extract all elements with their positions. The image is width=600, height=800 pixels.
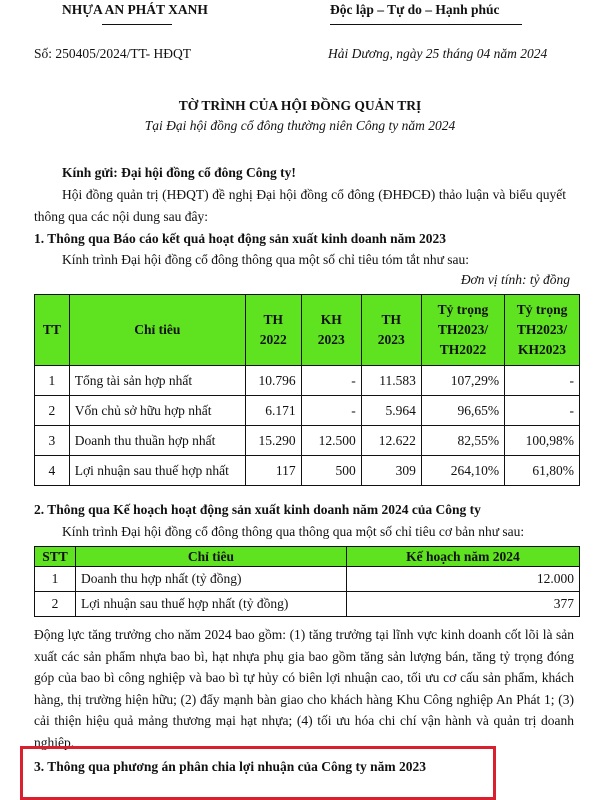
plan-table — [34, 546, 580, 617]
cell-chi-tieu: Vốn chủ sở hữu hợp nhất — [69, 396, 245, 426]
cell-tt: 4 — [35, 456, 70, 486]
motto: Độc lập – Tự do – Hạnh phúc — [330, 2, 500, 17]
col-kh2023: KH 2023 — [301, 295, 361, 366]
cell-th2022: 10.796 — [245, 366, 301, 396]
table-row — [35, 426, 580, 456]
cell-th2022: 15.290 — [245, 426, 301, 456]
unit-note: Đơn vị tính: tỷ đồng — [460, 272, 570, 287]
cell-ratio-th: 96,65% — [421, 396, 504, 426]
col-ke-hoach: Kế hoạch năm 2024 — [347, 547, 580, 567]
cell-th2022: 6.171 — [245, 396, 301, 426]
cell-chi-tieu: Doanh thu thuần hợp nhất — [69, 426, 245, 456]
cell-ratio-kh: 100,98% — [505, 426, 580, 456]
cell-kh2023: 500 — [301, 456, 361, 486]
table-row — [35, 592, 580, 617]
company-name: NHỰA AN PHÁT XANH — [62, 2, 208, 17]
section1-heading: 1. Thông qua Báo cáo kết quả hoạt động sản xuất kinh doanh năm 2023 — [34, 231, 447, 246]
cell-stt: 1 — [35, 567, 76, 592]
results-table-header — [35, 295, 580, 366]
col-ratio-kh: Tỷ trọng TH2023/ KH2023 — [505, 295, 580, 366]
cell-ratio-kh: 61,80% — [505, 456, 580, 486]
table-row — [35, 456, 580, 486]
plan-table-header — [35, 547, 580, 567]
greeting: Kính gửi: Đại hội đồng cổ đông Công ty! — [62, 165, 296, 180]
place-date: Hải Dương, ngày 25 tháng 04 năm 2024 — [328, 46, 548, 61]
section2-intro: Kính trình Đại hội đồng cổ đông thông qua thông qua một số chỉ tiêu cơ bản như sau: — [62, 524, 525, 539]
cell-stt: 2 — [35, 592, 76, 617]
section3-heading: 3. Thông qua phương án phân chia lợi nhuận của Công ty năm 2023 — [34, 759, 426, 774]
doc-number: Số: 250405/2024/TT- HĐQT — [34, 46, 192, 61]
cell-kh2023: 12.500 — [301, 426, 361, 456]
page-title: TỜ TRÌNH CỦA HỘI ĐỒNG QUẢN TRỊ — [178, 98, 422, 113]
col-chi-tieu: Chỉ tiêu — [69, 295, 245, 366]
cell-kh2023: - — [301, 396, 361, 426]
cell-chi-tieu: Doanh thu hợp nhất (tỷ đồng) — [76, 567, 347, 592]
cell-chi-tieu: Tổng tài sản hợp nhất — [69, 366, 245, 396]
cell-tt: 2 — [35, 396, 70, 426]
section2-heading: 2. Thông qua Kế hoạch hoạt động sản xuất kinh doanh năm 2024 của Công ty — [34, 502, 481, 517]
cell-th2023: 11.583 — [361, 366, 421, 396]
growth-paragraph: Động lực tăng trưởng cho năm 2024 bao gồm: (1) tăng trưởng tại lĩnh vực kinh doanh cốt lõi là sản xuất các sản phẩm nhựa bao bì, hạt nhựa phụ gia bao gồm tăng sản lượng bán, tăng tỷ trọng đóng góp của bao bì công nghiệp và bao bì tự hủy có biên lợi nhuận cao, tối ưu cơ cấu sản phẩm, khách hàng, thị trường hiện hữu; (2) đẩy mạnh bàn giao cho khách hàng Khu Công nghiệp An Phát 1; (3) cải thiện hiệu quả mảng thương mại hạt nhựa; (4) tối ưu hóa chi chí vận hành và quản trị doanh nghiệp. — [34, 627, 574, 750]
cell-th2023: 5.964 — [361, 396, 421, 426]
cell-ratio-kh: - — [505, 396, 580, 426]
col-th2022: TH 2022 — [245, 295, 301, 366]
cell-ke-hoach: 12.000 — [347, 567, 580, 592]
company-underline — [102, 24, 172, 25]
col-stt: STT — [35, 547, 76, 567]
cell-ke-hoach: 377 — [347, 592, 580, 617]
cell-tt: 3 — [35, 426, 70, 456]
cell-chi-tieu: Lợi nhuận sau thuế hợp nhất — [69, 456, 245, 486]
cell-th2022: 117 — [245, 456, 301, 486]
col-th2023: TH 2023 — [361, 295, 421, 366]
cell-kh2023: - — [301, 366, 361, 396]
results-table — [34, 294, 580, 486]
table-row — [35, 366, 580, 396]
cell-chi-tieu: Lợi nhuận sau thuế hợp nhất (tỷ đồng) — [76, 592, 347, 617]
cell-ratio-th: 107,29% — [421, 366, 504, 396]
table-row — [35, 396, 580, 426]
motto-underline — [330, 24, 522, 25]
cell-th2023: 309 — [361, 456, 421, 486]
cell-th2023: 12.622 — [361, 426, 421, 456]
page-subtitle: Tại Đại hội đồng cổ đông thường niên Công ty năm 2024 — [144, 118, 456, 133]
col-ratio-th: Tỷ trọng TH2023/ TH2022 — [421, 295, 504, 366]
cell-ratio-kh: - — [505, 366, 580, 396]
cell-ratio-th: 264,10% — [421, 456, 504, 486]
section1-intro: Kính trình Đại hội đồng cổ đông thông qua một số chỉ tiêu tóm tắt như sau: — [62, 252, 470, 267]
table-row — [35, 567, 580, 592]
intro-paragraph: Hội đồng quản trị (HĐQT) đề nghị Đại hội đồng cổ đông (ĐHĐCĐ) thảo luận và biểu quyết thông qua các nội dung sau đây: — [34, 187, 566, 224]
cell-tt: 1 — [35, 366, 70, 396]
col-tt: TT — [35, 295, 70, 366]
cell-ratio-th: 82,55% — [421, 426, 504, 456]
col-chi-tieu: Chỉ tiêu — [76, 547, 347, 567]
